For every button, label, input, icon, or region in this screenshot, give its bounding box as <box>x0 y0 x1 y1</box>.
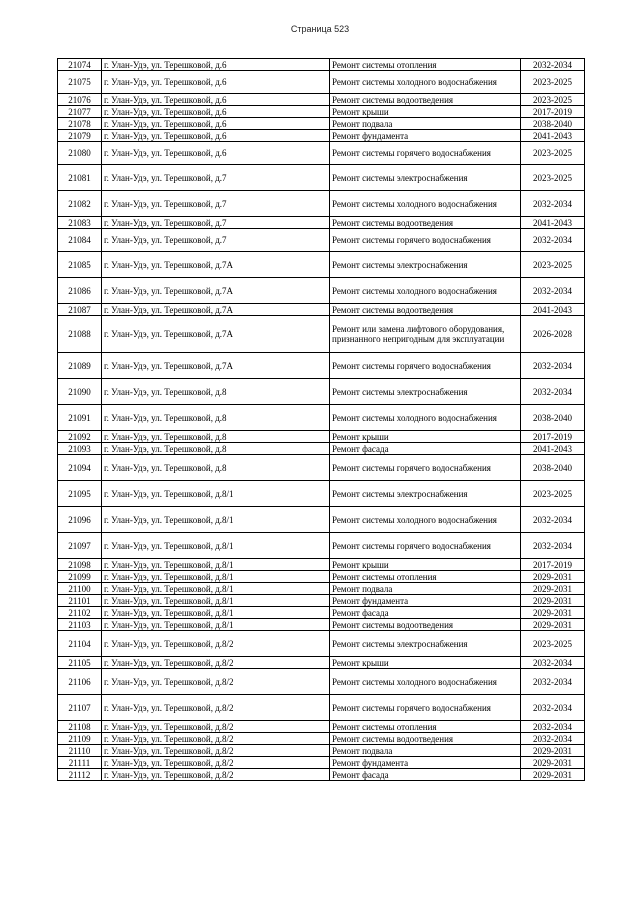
row-number-cell: 21094 <box>58 455 102 481</box>
period-cell: 2038-2040 <box>521 405 585 431</box>
period-cell: 2032-2034 <box>521 379 585 405</box>
address-cell: г. Улан-Удэ, ул. Терешковой, д.7А <box>102 353 330 379</box>
table-row <box>58 59 585 71</box>
period-cell: 2023-2025 <box>521 631 585 657</box>
address-cell: г. Улан-Удэ, ул. Терешковой, д.8/1 <box>102 533 330 559</box>
table-row <box>58 583 585 595</box>
row-number-cell: 21075 <box>58 71 102 94</box>
table-row <box>58 191 585 217</box>
table-row <box>58 431 585 443</box>
period-cell: 2041-2043 <box>521 304 585 316</box>
work-type-cell: Ремонт или замена лифтового оборудования, признанного непригодным для эксплуатации <box>330 316 521 353</box>
row-number-cell: 21107 <box>58 695 102 721</box>
address-cell: г. Улан-Удэ, ул. Терешковой, д.8/2 <box>102 733 330 745</box>
period-cell: 2029-2031 <box>521 583 585 595</box>
address-cell: г. Улан-Удэ, ул. Терешковой, д.6 <box>102 59 330 71</box>
row-number-cell: 21104 <box>58 631 102 657</box>
period-cell: 2029-2031 <box>521 571 585 583</box>
period-cell: 2032-2034 <box>521 721 585 733</box>
row-number-cell: 21088 <box>58 316 102 353</box>
address-cell: г. Улан-Удэ, ул. Терешковой, д.7 <box>102 165 330 191</box>
period-cell: 2026-2028 <box>521 316 585 353</box>
table-row <box>58 757 585 769</box>
address-cell: г. Улан-Удэ, ул. Терешковой, д.6 <box>102 106 330 118</box>
table-row <box>58 481 585 507</box>
row-number-cell: 21098 <box>58 559 102 571</box>
table-row <box>58 507 585 533</box>
work-type-cell: Ремонт фундамента <box>330 757 521 769</box>
work-type-cell: Ремонт системы водоотведения <box>330 619 521 631</box>
address-cell: г. Улан-Удэ, ул. Терешковой, д.8/2 <box>102 769 330 781</box>
row-number-cell: 21077 <box>58 106 102 118</box>
address-cell: г. Улан-Удэ, ул. Терешковой, д.8/1 <box>102 607 330 619</box>
table-row <box>58 669 585 695</box>
address-cell: г. Улан-Удэ, ул. Терешковой, д.8 <box>102 443 330 455</box>
address-cell: г. Улан-Удэ, ул. Терешковой, д.8/2 <box>102 721 330 733</box>
address-cell: г. Улан-Удэ, ул. Терешковой, д.7 <box>102 191 330 217</box>
address-cell: г. Улан-Удэ, ул. Терешковой, д.7 <box>102 217 330 229</box>
row-number-cell: 21099 <box>58 571 102 583</box>
table-row <box>58 142 585 165</box>
period-cell: 2032-2034 <box>521 733 585 745</box>
period-cell: 2038-2040 <box>521 455 585 481</box>
table-row <box>58 455 585 481</box>
table-row <box>58 443 585 455</box>
table-row <box>58 657 585 669</box>
address-cell: г. Улан-Удэ, ул. Терешковой, д.8/1 <box>102 571 330 583</box>
row-number-cell: 21111 <box>58 757 102 769</box>
address-cell: г. Улан-Удэ, ул. Терешковой, д.7 <box>102 229 330 252</box>
row-number-cell: 21090 <box>58 379 102 405</box>
table-row <box>58 619 585 631</box>
work-type-cell: Ремонт системы горячего водоснабжения <box>330 455 521 481</box>
work-type-cell: Ремонт системы отопления <box>330 721 521 733</box>
period-cell: 2029-2031 <box>521 757 585 769</box>
period-cell: 2032-2034 <box>521 229 585 252</box>
table-row <box>58 745 585 757</box>
period-cell: 2032-2034 <box>521 533 585 559</box>
address-cell: г. Улан-Удэ, ул. Терешковой, д.8/2 <box>102 695 330 721</box>
work-type-cell: Ремонт системы холодного водоснабжения <box>330 507 521 533</box>
work-type-cell: Ремонт системы горячего водоснабжения <box>330 533 521 559</box>
table-row <box>58 595 585 607</box>
work-type-cell: Ремонт фундамента <box>330 130 521 142</box>
address-cell: г. Улан-Удэ, ул. Терешковой, д.8/1 <box>102 595 330 607</box>
period-cell: 2023-2025 <box>521 165 585 191</box>
repair-schedule-table <box>57 58 585 781</box>
work-type-cell: Ремонт системы электроснабжения <box>330 165 521 191</box>
period-cell: 2029-2031 <box>521 595 585 607</box>
row-number-cell: 21093 <box>58 443 102 455</box>
page-number-header: Страница 523 <box>290 24 350 34</box>
address-cell: г. Улан-Удэ, ул. Терешковой, д.8/1 <box>102 481 330 507</box>
address-cell: г. Улан-Удэ, ул. Терешковой, д.6 <box>102 71 330 94</box>
work-type-cell: Ремонт фасада <box>330 443 521 455</box>
work-type-cell: Ремонт системы электроснабжения <box>330 252 521 278</box>
row-number-cell: 21092 <box>58 431 102 443</box>
row-number-cell: 21083 <box>58 217 102 229</box>
period-cell: 2041-2043 <box>521 130 585 142</box>
table-body <box>58 59 585 781</box>
row-number-cell: 21079 <box>58 130 102 142</box>
row-number-cell: 21086 <box>58 278 102 304</box>
table-row <box>58 130 585 142</box>
work-type-cell: Ремонт системы холодного водоснабжения <box>330 405 521 431</box>
period-cell: 2032-2034 <box>521 191 585 217</box>
row-number-cell: 21097 <box>58 533 102 559</box>
work-type-cell: Ремонт системы электроснабжения <box>330 631 521 657</box>
address-cell: г. Улан-Удэ, ул. Терешковой, д.8 <box>102 405 330 431</box>
period-cell: 2029-2031 <box>521 745 585 757</box>
table-row <box>58 695 585 721</box>
address-cell: г. Улан-Удэ, ул. Терешковой, д.8 <box>102 431 330 443</box>
work-type-cell: Ремонт фасада <box>330 769 521 781</box>
period-cell: 2017-2019 <box>521 431 585 443</box>
address-cell: г. Улан-Удэ, ул. Терешковой, д.7А <box>102 278 330 304</box>
row-number-cell: 21110 <box>58 745 102 757</box>
work-type-cell: Ремонт системы горячего водоснабжения <box>330 229 521 252</box>
row-number-cell: 21106 <box>58 669 102 695</box>
work-type-cell: Ремонт подвала <box>330 118 521 130</box>
address-cell: г. Улан-Удэ, ул. Терешковой, д.6 <box>102 130 330 142</box>
row-number-cell: 21112 <box>58 769 102 781</box>
period-cell: 2032-2034 <box>521 353 585 379</box>
row-number-cell: 21100 <box>58 583 102 595</box>
table-row <box>58 379 585 405</box>
work-type-cell: Ремонт крыши <box>330 559 521 571</box>
table-row <box>58 631 585 657</box>
table-row <box>58 571 585 583</box>
row-number-cell: 21102 <box>58 607 102 619</box>
address-cell: г. Улан-Удэ, ул. Терешковой, д.8/1 <box>102 507 330 533</box>
address-cell: г. Улан-Удэ, ул. Терешковой, д.8 <box>102 455 330 481</box>
work-type-cell: Ремонт системы электроснабжения <box>330 379 521 405</box>
address-cell: г. Улан-Удэ, ул. Терешковой, д.8/2 <box>102 669 330 695</box>
period-cell: 2032-2034 <box>521 695 585 721</box>
table-row <box>58 533 585 559</box>
work-type-cell: Ремонт системы отопления <box>330 571 521 583</box>
row-number-cell: 21103 <box>58 619 102 631</box>
address-cell: г. Улан-Удэ, ул. Терешковой, д.8/1 <box>102 583 330 595</box>
row-number-cell: 21080 <box>58 142 102 165</box>
work-type-cell: Ремонт системы холодного водоснабжения <box>330 71 521 94</box>
work-type-cell: Ремонт фасада <box>330 607 521 619</box>
address-cell: г. Улан-Удэ, ул. Терешковой, д.6 <box>102 142 330 165</box>
table-row <box>58 769 585 781</box>
work-type-cell: Ремонт крыши <box>330 431 521 443</box>
table-row <box>58 217 585 229</box>
work-type-cell: Ремонт фундамента <box>330 595 521 607</box>
work-type-cell: Ремонт крыши <box>330 657 521 669</box>
work-type-cell: Ремонт системы горячего водоснабжения <box>330 353 521 379</box>
table-row <box>58 607 585 619</box>
work-type-cell: Ремонт системы водоотведения <box>330 733 521 745</box>
address-cell: г. Улан-Удэ, ул. Терешковой, д.8/1 <box>102 619 330 631</box>
work-type-cell: Ремонт подвала <box>330 745 521 757</box>
work-type-cell: Ремонт системы холодного водоснабжения <box>330 278 521 304</box>
period-cell: 2032-2034 <box>521 59 585 71</box>
row-number-cell: 21105 <box>58 657 102 669</box>
row-number-cell: 21076 <box>58 94 102 106</box>
period-cell: 2041-2043 <box>521 217 585 229</box>
table-row <box>58 278 585 304</box>
period-cell: 2029-2031 <box>521 619 585 631</box>
row-number-cell: 21095 <box>58 481 102 507</box>
period-cell: 2041-2043 <box>521 443 585 455</box>
period-cell: 2038-2040 <box>521 118 585 130</box>
period-cell: 2017-2019 <box>521 106 585 118</box>
row-number-cell: 21084 <box>58 229 102 252</box>
address-cell: г. Улан-Удэ, ул. Терешковой, д.7А <box>102 252 330 278</box>
row-number-cell: 21085 <box>58 252 102 278</box>
period-cell: 2023-2025 <box>521 71 585 94</box>
period-cell: 2032-2034 <box>521 507 585 533</box>
address-cell: г. Улан-Удэ, ул. Терешковой, д.8/2 <box>102 631 330 657</box>
work-type-cell: Ремонт системы электроснабжения <box>330 481 521 507</box>
address-cell: г. Улан-Удэ, ул. Терешковой, д.7А <box>102 304 330 316</box>
period-cell: 2023-2025 <box>521 252 585 278</box>
work-type-cell: Ремонт системы холодного водоснабжения <box>330 191 521 217</box>
table-row <box>58 106 585 118</box>
table-row <box>58 316 585 353</box>
period-cell: 2032-2034 <box>521 669 585 695</box>
address-cell: г. Улан-Удэ, ул. Терешковой, д.7А <box>102 316 330 353</box>
work-type-cell: Ремонт системы водоотведения <box>330 94 521 106</box>
row-number-cell: 21082 <box>58 191 102 217</box>
period-cell: 2023-2025 <box>521 481 585 507</box>
work-type-cell: Ремонт крыши <box>330 106 521 118</box>
address-cell: г. Улан-Удэ, ул. Терешковой, д.8/2 <box>102 757 330 769</box>
table-row <box>58 94 585 106</box>
table-row <box>58 229 585 252</box>
row-number-cell: 21089 <box>58 353 102 379</box>
table-row <box>58 559 585 571</box>
table-row <box>58 353 585 379</box>
work-type-cell: Ремонт системы водоотведения <box>330 304 521 316</box>
address-cell: г. Улан-Удэ, ул. Терешковой, д.8 <box>102 379 330 405</box>
row-number-cell: 21108 <box>58 721 102 733</box>
row-number-cell: 21087 <box>58 304 102 316</box>
period-cell: 2029-2031 <box>521 769 585 781</box>
row-number-cell: 21078 <box>58 118 102 130</box>
address-cell: г. Улан-Удэ, ул. Терешковой, д.8/2 <box>102 657 330 669</box>
row-number-cell: 21096 <box>58 507 102 533</box>
table-row <box>58 405 585 431</box>
period-cell: 2023-2025 <box>521 142 585 165</box>
work-type-cell: Ремонт системы горячего водоснабжения <box>330 695 521 721</box>
row-number-cell: 21081 <box>58 165 102 191</box>
row-number-cell: 21101 <box>58 595 102 607</box>
row-number-cell: 21074 <box>58 59 102 71</box>
work-type-cell: Ремонт системы водоотведения <box>330 217 521 229</box>
period-cell: 2023-2025 <box>521 94 585 106</box>
address-cell: г. Улан-Удэ, ул. Терешковой, д.8/1 <box>102 559 330 571</box>
period-cell: 2032-2034 <box>521 657 585 669</box>
work-type-cell: Ремонт системы отопления <box>330 59 521 71</box>
period-cell: 2017-2019 <box>521 559 585 571</box>
table-row <box>58 721 585 733</box>
table-row <box>58 252 585 278</box>
work-type-cell: Ремонт системы горячего водоснабжения <box>330 142 521 165</box>
table-row <box>58 304 585 316</box>
table-row <box>58 733 585 745</box>
row-number-cell: 21109 <box>58 733 102 745</box>
work-type-cell: Ремонт подвала <box>330 583 521 595</box>
period-cell: 2029-2031 <box>521 607 585 619</box>
table-row <box>58 165 585 191</box>
work-type-cell: Ремонт системы холодного водоснабжения <box>330 669 521 695</box>
period-cell: 2032-2034 <box>521 278 585 304</box>
address-cell: г. Улан-Удэ, ул. Терешковой, д.6 <box>102 94 330 106</box>
address-cell: г. Улан-Удэ, ул. Терешковой, д.6 <box>102 118 330 130</box>
table-row <box>58 71 585 94</box>
table-row <box>58 118 585 130</box>
row-number-cell: 21091 <box>58 405 102 431</box>
address-cell: г. Улан-Удэ, ул. Терешковой, д.8/2 <box>102 745 330 757</box>
